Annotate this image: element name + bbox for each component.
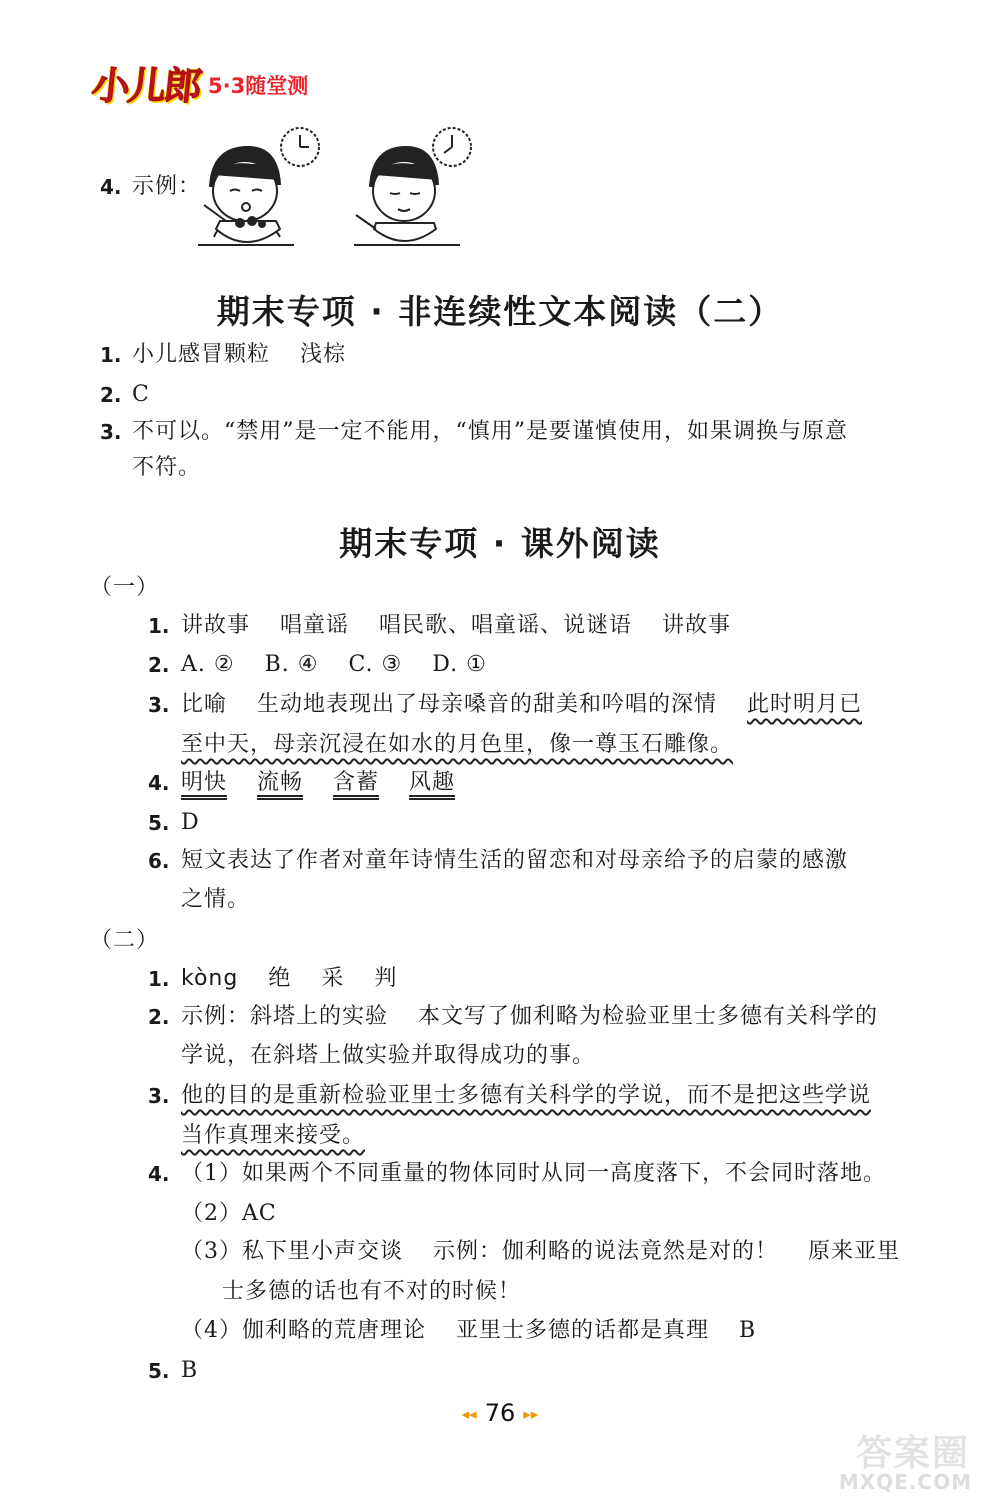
p1-q2-answer: A. ② B. ④ C. ③ D. ① <box>181 652 487 677</box>
watermark-logo: 答案圈 <box>855 1433 970 1474</box>
part1-label: （一） <box>90 575 160 600</box>
p2-q1-number: 1. <box>148 967 170 991</box>
p2-q4-sub2: （2）AC <box>181 1201 277 1226</box>
p2-q1-answer: kòng 绝 采 判 <box>181 966 398 991</box>
section-title-noncontinuous-reading: 期末专项 · 非连续性文本阅读（二） <box>216 292 784 331</box>
s1-q1-number: 1. <box>100 343 122 367</box>
watermark-url: MXQE.COM <box>838 1470 972 1494</box>
brand-header <box>89 58 309 108</box>
p1-q1-number: 1. <box>148 614 170 638</box>
p2-q4-sub3-line1: （3）私下里小声交谈 示例：伽利略的说法竟然是对的！ 原来亚里 <box>181 1239 901 1264</box>
section-title-extracurricular-reading: 期末专项 · 课外阅读 <box>339 524 661 563</box>
arrow-left-icon: ◂◂ <box>461 1405 477 1423</box>
p2-q3-answer-line1: 他的目的是重新检验亚里士多德有关科学的学说，而不是把这些学说 <box>181 1083 872 1108</box>
p1-q6-answer-line2: 之情。 <box>181 887 251 912</box>
p1-q4-number: 4. <box>148 771 170 795</box>
brand-subtitle: 5·3随堂测 <box>208 74 309 98</box>
p2-q4-sub3-line2: 士多德的话也有不对的时候！ <box>222 1279 522 1304</box>
s1-q2-number: 2. <box>100 383 122 407</box>
p1-q6-answer-line1: 短文表达了作者对童年诗情生活的留恋和对母亲给予的启蒙的感激 <box>181 848 849 873</box>
p2-q2-answer-line1: 示例：斜塔上的实验 本文写了伽利略为检验亚里士多德有关科学的 <box>181 1004 879 1029</box>
p2-q4-sub1: （1）如果两个不同重量的物体同时从同一高度落下，不会同时落地。 <box>181 1161 886 1186</box>
part2-label: （二） <box>90 928 160 953</box>
eating-illustration <box>190 125 550 250</box>
brand-logo: 小儿郎 <box>89 64 203 108</box>
page-number: ◂◂ 76 ▸▸ <box>461 1399 539 1427</box>
p2-q3-number: 3. <box>148 1084 170 1108</box>
p2-q4-number: 4. <box>148 1162 170 1186</box>
p1-q5-answer: D <box>181 810 200 835</box>
p1-q6-number: 6. <box>148 849 170 873</box>
s1-q2-answer: C <box>132 382 150 407</box>
p1-q1-answer: 讲故事 唱童谣 唱民歌、唱童谣、说谜语 讲故事 <box>181 613 732 638</box>
s1-q1-answer: 小儿感冒颗粒 浅棕 <box>132 342 347 367</box>
p2-q5-answer: B <box>181 1358 199 1383</box>
arrow-right-icon: ▸▸ <box>523 1405 539 1423</box>
boy-eating-fast-figure <box>198 128 319 245</box>
p2-q4-sub4: （4）伽利略的荒唐理论 亚里士多德的话都是真理 B <box>181 1318 757 1343</box>
p2-q2-answer-line2: 学说，在斜塔上做实验并取得成功的事。 <box>181 1043 596 1068</box>
p1-q4-answer: 明快 流畅 含蓄 风趣 <box>181 770 456 795</box>
q4-top-number: 4. <box>100 175 122 199</box>
q4-top-text: 示例： <box>132 174 202 199</box>
p2-q3-answer-line2: 当作真理来接受。 <box>181 1123 366 1148</box>
s1-q3-answer-line1: 不可以。“禁用”是一定不能用，“慎用”是要谨慎使用，如果调换与原意 <box>132 419 848 444</box>
p1-q3-answer-line2: 至中天，母亲沉浸在如水的月色里，像一尊玉石雕像。 <box>181 732 734 757</box>
p1-q2-number: 2. <box>148 653 170 677</box>
p1-q5-number: 5. <box>148 811 170 835</box>
p2-q5-number: 5. <box>148 1359 170 1383</box>
s1-q3-number: 3. <box>100 420 122 444</box>
p1-q3-answer-line1: 比喻 生动地表现出了母亲嗓音的甜美和吟唱的深情 此时明月已 <box>181 692 863 717</box>
s1-q3-answer-line2: 不符。 <box>132 455 202 480</box>
p2-q2-number: 2. <box>148 1005 170 1029</box>
p1-q3-number: 3. <box>148 693 170 717</box>
boy-eating-slow-figure <box>354 128 471 245</box>
